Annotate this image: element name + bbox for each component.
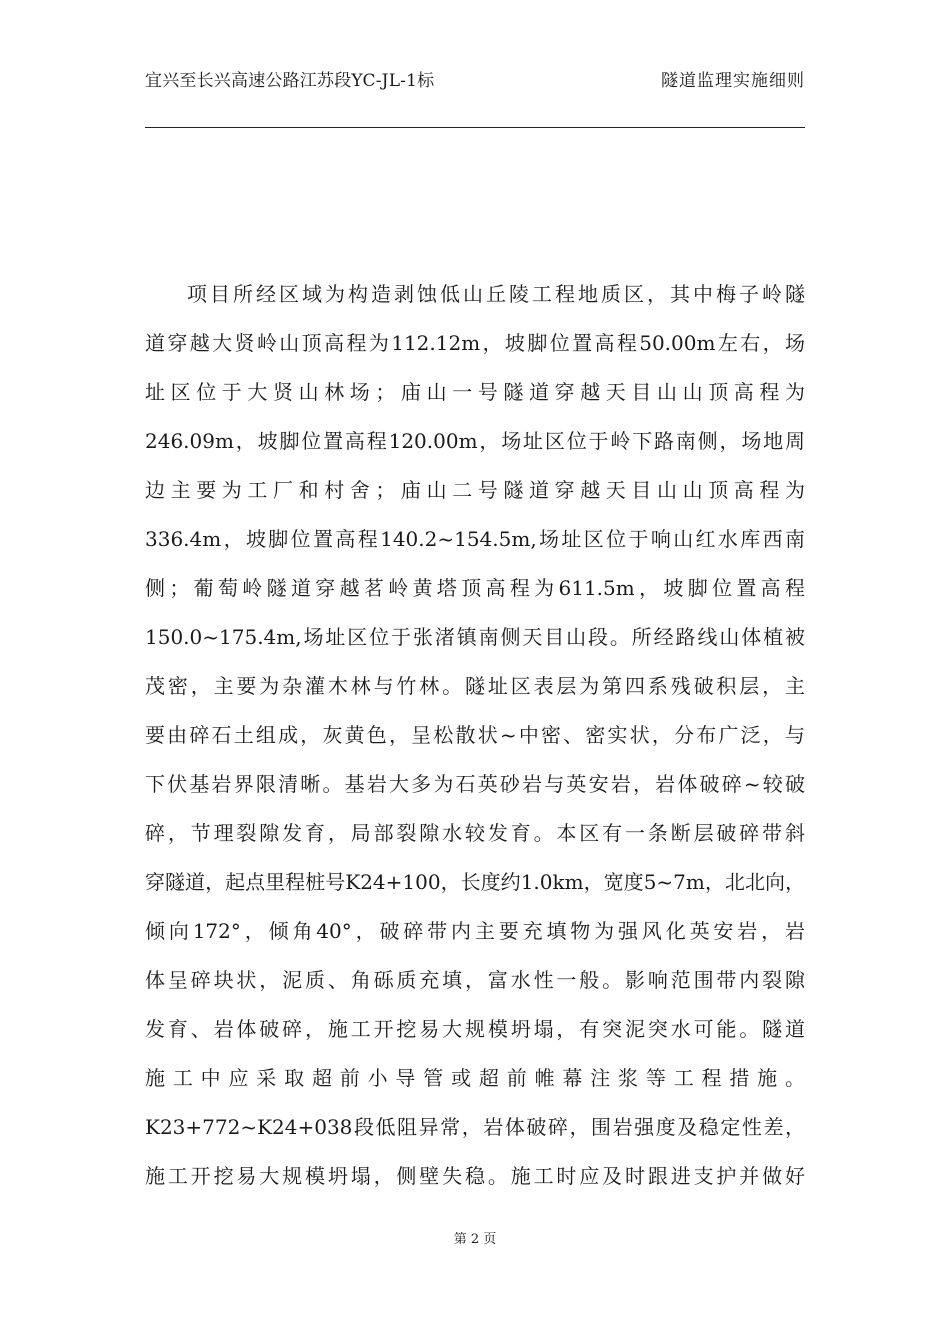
page-number: 第 2 页 [453,1232,497,1247]
text-line: 碎，节理裂隙发育，局部裂隙水较发育。本区有一条断层破碎带斜 [145,821,805,845]
text-line: 246.09m，坡脚位置高程120.00m，场址区位于岭下路南侧，场地周 [145,429,805,453]
header-project-title: 宜兴至长兴高速公路江苏段YC-JL-1标 [145,71,435,91]
text-line: 发育、岩体破碎，施工开挖易大规模坍塌，有突泥突水可能。隧道 [145,1017,805,1041]
text-line: 下伏基岩界限清晰。基岩大多为石英砂岩与英安岩，岩体破碎~较破 [145,772,805,796]
text-line: 道穿越大贤岭山顶高程为112.12m，坡脚位置高程50.00m左右，场 [145,331,805,355]
text-line: 边主要为工厂和村舍；庙山二号隧道穿越天目山山顶高程为 [145,478,805,502]
text-line: 址区位于大贤山林场；庙山一号隧道穿越天目山山顶高程为 [145,380,805,404]
text-line: 项目所经区域为构造剥蚀低山丘陵工程地质区，其中梅子岭隧 [187,282,805,306]
text-line: 体呈碎块状，泥质、角砾质充填，富水性一般。影响范围带内裂隙 [145,968,805,992]
text-line: K23+772~K24+038段低阻异常，岩体破碎，围岩强度及稳定性差， [145,1115,805,1139]
text-line: 侧；葡萄岭隧道穿越茗岭黄塔顶高程为611.5m，坡脚位置高程 [145,576,805,600]
text-line: 茂密，主要为杂灌木林与竹林。隧址区表层为第四系残破积层，主 [145,674,805,698]
header-divider [145,127,805,128]
text-line: 施工开挖易大规模坍塌，侧壁失稳。施工时应及时跟进支护并做好 [145,1164,805,1188]
text-line: 穿隧道，起点里程桩号K24+100，长度约1.0km，宽度5~7m，北北向， [145,870,805,894]
page-header [145,66,805,98]
text-line: 施工中应采取超前小导管或超前帷幕注浆等工程措施。 [145,1066,805,1090]
text-line: 150.0~175.4m,场址区位于张渚镇南侧天目山段。所经路线山体植被 [145,625,805,649]
text-line: 倾向172°，倾角40°，破碎带内主要充填物为强风化英安岩，岩 [145,919,805,943]
text-line: 要由碎石土组成，灰黄色，呈松散状~中密、密实状，分布广泛，与 [145,723,805,747]
header-document-title: 隧道监理实施细则 [661,71,805,91]
body-paragraph [145,270,805,1201]
text-line: 336.4m，坡脚位置高程140.2~154.5m,场址区位于响山红水库西南 [145,527,805,551]
